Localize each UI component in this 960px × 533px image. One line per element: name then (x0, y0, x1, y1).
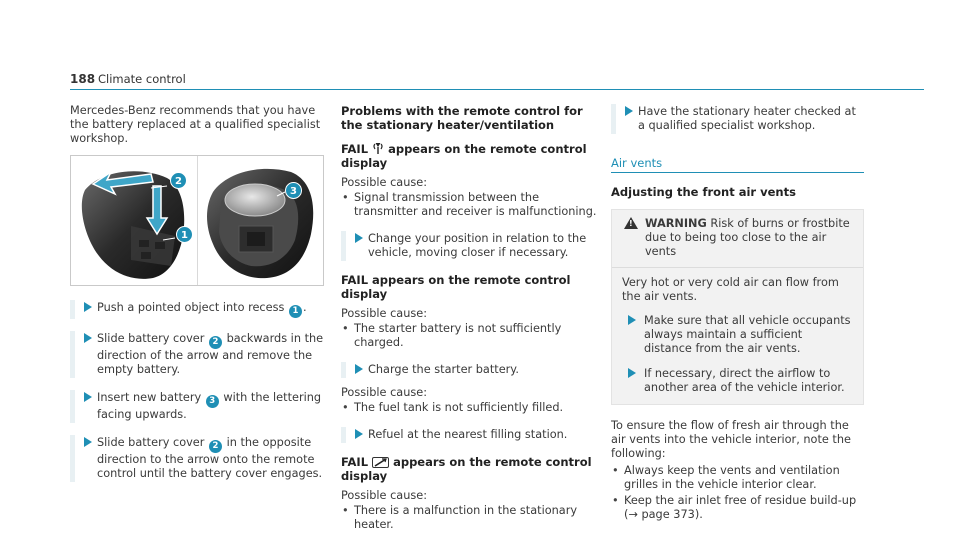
callout-3: 3 (285, 182, 302, 199)
warning-headline: Risk of burns or frostbite due to being too close to the air vents (645, 217, 850, 258)
step-have-heater-checked: Have the stationary heater checked at a qualified specialist workshop. (611, 104, 864, 134)
cause-item: • The fuel tank is not sufficiently filled. (341, 401, 597, 415)
step-arrow-icon (84, 392, 92, 402)
ref-1: 1 (289, 305, 302, 318)
antenna-icon (372, 142, 384, 154)
cause-label: Possible cause: (341, 386, 428, 399)
adjusting-vents-heading: Adjusting the front air vents (611, 185, 796, 199)
step-arrow-icon (628, 315, 636, 325)
cause-item: • The starter battery is not sufficiently charged. (341, 322, 597, 350)
column-1 (70, 104, 324, 494)
problems-heading: Problems with the remote control for the stationary heater/ventilation (341, 104, 583, 132)
step-arrow-icon (355, 364, 363, 374)
step-insert-battery: Insert new battery 3 with the lettering facing upwards. (70, 390, 324, 423)
step-arrow-icon (355, 429, 363, 439)
cause-item: • Signal transmission between the transmitter and receiver is malfunctioning. (341, 191, 597, 219)
bullet-keep-vents-clear: • Always keep the vents and ventilation grilles in the vehicle interior clear. (611, 464, 864, 492)
ref-2: 2 (209, 336, 222, 349)
column-3 (611, 104, 864, 524)
callout-2: 2 (170, 172, 187, 189)
bullet-keep-inlet-free: • Keep the air inlet free of residue build-up (→ page 373). (611, 494, 864, 522)
fail-heading: FAIL appears on the remote control display (341, 273, 571, 301)
step-arrow-icon (625, 106, 633, 116)
warning-divider (612, 267, 863, 268)
step-charge-battery: Charge the starter battery. (341, 362, 597, 378)
ref-2: 2 (209, 440, 222, 453)
cause-item: • There is a malfunction in the stationary heater. (341, 504, 597, 532)
cause-label: Possible cause: (341, 489, 428, 502)
step-arrow-icon (84, 437, 92, 447)
malfunction-symbol-icon (372, 457, 389, 468)
step-arrow-icon (84, 333, 92, 343)
step-refuel: Refuel at the nearest filling station. (341, 427, 597, 443)
step-arrow-icon (355, 233, 363, 243)
warning-triangle-icon: ! (624, 217, 638, 229)
column-2 (341, 104, 597, 533)
warning-label: WARNING (645, 217, 707, 230)
fail-signal-heading: FAIL appears on the remote control display (341, 142, 587, 170)
step-arrow-icon (628, 368, 636, 378)
warning-body: Very hot or very cold air can flow from the air vents. (622, 276, 839, 303)
fail-malfunction-heading: FAIL appears on the remote control display (341, 455, 592, 483)
cause-label: Possible cause: (341, 307, 428, 320)
step-push-recess: Push a pointed object into recess 1 . (70, 300, 324, 319)
step-slide-cover: Slide battery cover 2 backwards in the direction of the arrow and remove the empty battery. (70, 331, 324, 378)
airflow-paragraph: To ensure the flow of fresh air through the air vents into the vehicle interior, note the following: (611, 419, 851, 460)
ref-3: 3 (206, 395, 219, 408)
warning-step-airflow: If necessary, direct the airflow to another area of the vehicle interior. (622, 366, 853, 396)
step-close-cover: Slide battery cover 2 in the opposite direction to the arrow onto the remote control until the battery cover engages. (70, 435, 324, 482)
callout-1: 1 (176, 226, 193, 243)
step-arrow-icon (84, 302, 92, 312)
page-number: 188 (70, 72, 96, 86)
intro-text: Mercedes-Benz recommends that you have the battery replaced at a qualified specialist workshop. (70, 104, 321, 145)
warning-step-distance: Make sure that all vehicle occupants always maintain a sufficient distance from the air vents. (622, 313, 853, 357)
step-change-position: Change your position in relation to the vehicle, moving closer if necessary. (341, 231, 597, 261)
battery-figure (70, 155, 324, 286)
warning-header (622, 217, 853, 259)
warning-box (611, 209, 864, 405)
figure-divider (197, 156, 198, 285)
page-title: Climate control (98, 72, 186, 86)
section-title-air-vents: Air vents (611, 156, 864, 173)
cause-label: Possible cause: (341, 176, 428, 189)
page-header (70, 72, 924, 90)
